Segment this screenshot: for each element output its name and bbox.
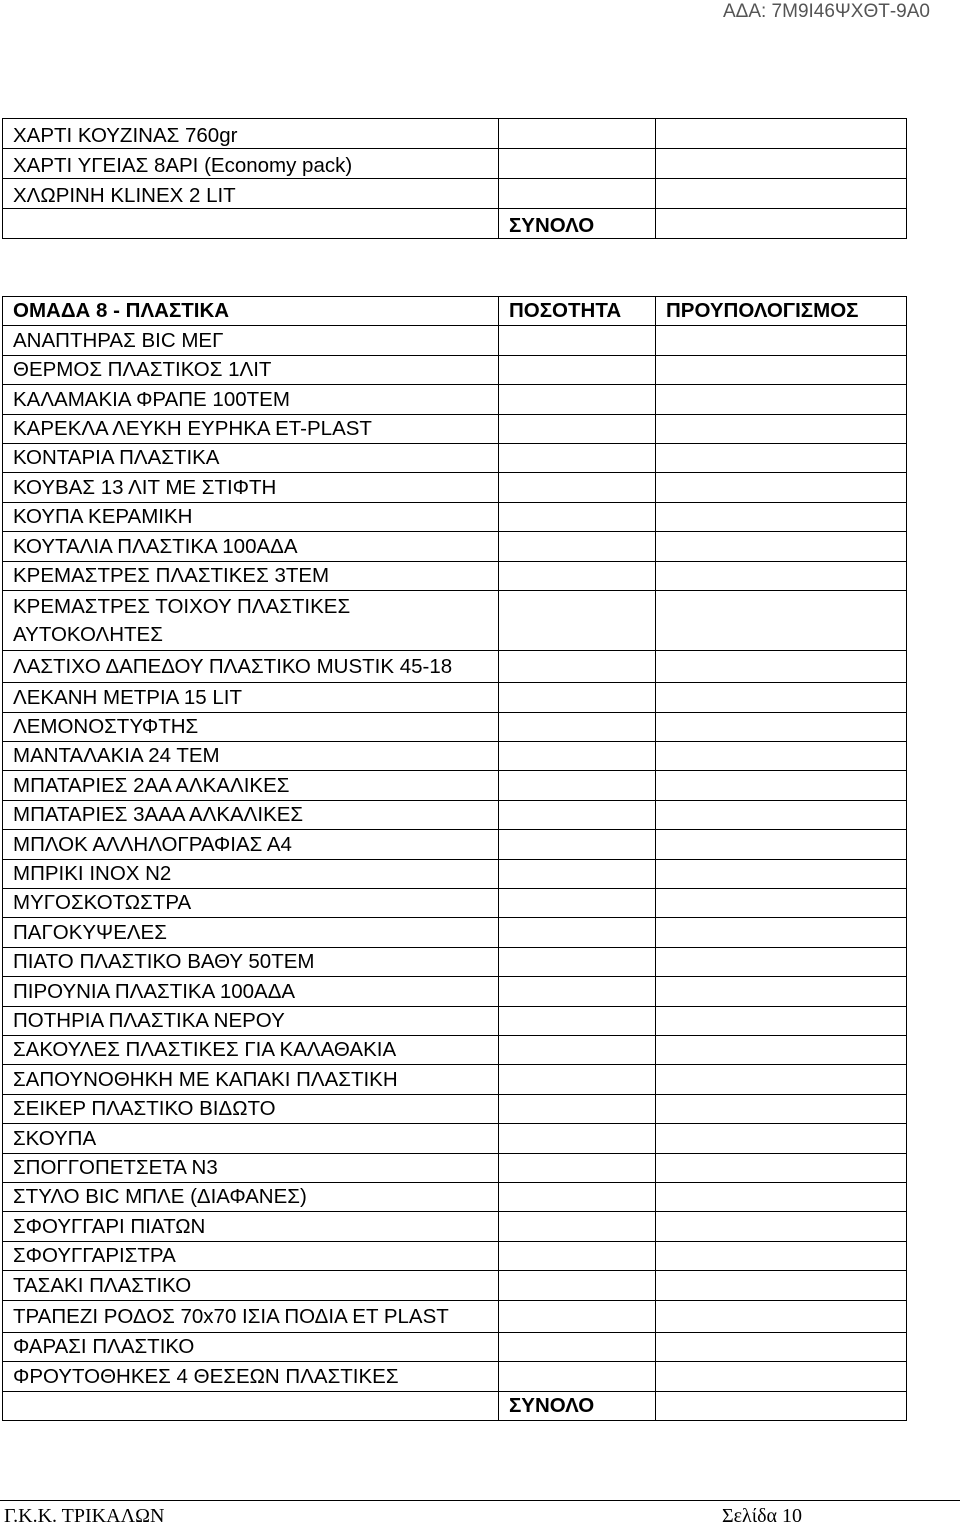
quantity-cell	[499, 1153, 656, 1182]
quantity-cell	[499, 800, 656, 829]
quantity-cell	[499, 771, 656, 800]
table-row	[3, 355, 907, 384]
budget-cell	[656, 590, 907, 650]
item-name: ΣΦΟΥΓΓΑΡΙΣΤΡΑ	[3, 1241, 499, 1270]
table-row	[3, 918, 907, 947]
quantity-cell	[499, 859, 656, 888]
budget-cell	[656, 1182, 907, 1211]
table-row	[3, 889, 907, 918]
quantity-cell	[499, 443, 656, 472]
budget-cell	[656, 532, 907, 561]
table-row	[3, 1124, 907, 1153]
item-name: ΧΑΡΤΙ ΚΟΥΖΙΝΑΣ 760gr	[3, 119, 499, 149]
quantity-cell	[499, 502, 656, 531]
quantity-cell	[499, 119, 656, 149]
quantity-cell	[499, 830, 656, 859]
budget-cell	[656, 1065, 907, 1094]
budget-cell	[656, 443, 907, 472]
total-label: ΣΥΝΟΛΟ	[499, 209, 656, 239]
budget-cell	[656, 650, 907, 682]
quantity-cell	[499, 473, 656, 502]
table-row	[3, 385, 907, 414]
table-row	[3, 443, 907, 472]
quantity-cell	[499, 590, 656, 650]
budget-cell	[656, 561, 907, 590]
budget-cell	[656, 1362, 907, 1391]
budget-cell	[656, 918, 907, 947]
table-row	[3, 712, 907, 741]
item-name: ΣΕΙΚΕΡ ΠΛΑΣΤΙΚΟ ΒΙΔΩΤΟ	[3, 1094, 499, 1123]
item-name: ΛΑΣΤΙΧΟ ΔΑΠΕΔΟΥ ΠΛΑΣΤΙΚΟ MUSTIK 45-18	[3, 650, 499, 682]
quantity-cell	[499, 1124, 656, 1153]
table-row	[3, 532, 907, 561]
footer-organization: Γ.Κ.Κ. ΤΡΙΚΑΛΩΝ	[4, 1505, 165, 1527]
table-row	[3, 1212, 907, 1241]
footer-page-number: Σελίδα 10	[722, 1505, 803, 1527]
table-row	[3, 771, 907, 800]
quantity-cell	[499, 1006, 656, 1035]
item-name: ΣΚΟΥΠΑ	[3, 1124, 499, 1153]
quantity-cell	[499, 947, 656, 976]
item-name: ΚΟΥΠΑ ΚΕΡΑΜΙΚΗ	[3, 502, 499, 531]
table-row	[3, 326, 907, 355]
table-row	[3, 590, 907, 650]
quantity-cell	[499, 326, 656, 355]
budget-cell	[656, 1153, 907, 1182]
table-row	[3, 1300, 907, 1332]
item-name: ΠΑΓΟΚΥΨΕΛΕΣ	[3, 918, 499, 947]
total-empty-cell	[3, 1391, 499, 1420]
table-row	[3, 650, 907, 682]
budget-cell	[656, 889, 907, 918]
table-row	[3, 1006, 907, 1035]
item-name: ΚΑΡΕΚΛΑ ΛΕΥΚΗ ΕΥΡΗΚΑ ET-PLAST	[3, 414, 499, 443]
total-empty-cell	[3, 209, 499, 239]
table-row	[3, 561, 907, 590]
budget-cell	[656, 947, 907, 976]
item-name: ΚΑΛΑΜΑΚΙΑ ΦΡΑΠΕ 100ΤΕΜ	[3, 385, 499, 414]
item-name: ΜΑΝΤΑΛΑΚΙΑ 24 ΤΕΜ	[3, 742, 499, 771]
budget-cell	[656, 1212, 907, 1241]
item-name: ΜΠΛΟΚ ΑΛΛΗΛΟΓΡΑΦΙΑΣ Α4	[3, 830, 499, 859]
items-table-group-8	[2, 296, 907, 1421]
budget-cell	[656, 355, 907, 384]
quantity-cell	[499, 561, 656, 590]
item-name: ΘΕΡΜΟΣ ΠΛΑΣΤΙΚΟΣ 1ΛΙΤ	[3, 355, 499, 384]
item-name: ΠΟΤΗΡΙΑ ΠΛΑΣΤΙΚΑ ΝΕΡΟΥ	[3, 1006, 499, 1035]
table-row	[3, 947, 907, 976]
item-name: ΦΑΡΑΣΙ ΠΛΑΣΤΙΚΟ	[3, 1332, 499, 1361]
budget-cell	[656, 712, 907, 741]
item-name: ΚΟΝΤΑΡΙΑ ΠΛΑΣΤΙΚΑ	[3, 443, 499, 472]
budget-cell	[656, 742, 907, 771]
table-row	[3, 473, 907, 502]
item-name: ΣΤΥΛΟ BIC ΜΠΛΕ (ΔΙΑΦΑΝΕΣ)	[3, 1182, 499, 1211]
page-footer	[0, 1500, 960, 1527]
item-name: ΤΡΑΠΕΖΙ ΡΟΔΟΣ 70x70 ΙΣΙΑ ΠΟΔΙΑ ET PLAST	[3, 1300, 499, 1332]
budget-cell	[656, 385, 907, 414]
item-name: ΜΠΑΤΑΡΙΕΣ 3ΑΑΑ ΑΛΚΑΛΙΚΕΣ	[3, 800, 499, 829]
item-name: ΣΑΠΟΥΝΟΘΗΚΗ ΜΕ ΚΑΠΑΚΙ ΠΛΑΣΤΙΚΗ	[3, 1065, 499, 1094]
item-name: ΜΠΑΤΑΡΙΕΣ 2ΑΑ ΑΛΚΑΛΙΚΕΣ	[3, 771, 499, 800]
items-table-previous-group	[2, 118, 907, 239]
budget-cell	[656, 1094, 907, 1123]
budget-cell	[656, 830, 907, 859]
quantity-cell	[499, 385, 656, 414]
table-row	[3, 859, 907, 888]
group-title: ΟΜΑΔΑ 8 - ΠΛΑΣΤΙΚΑ	[3, 297, 499, 326]
total-label: ΣΥΝΟΛΟ	[499, 1391, 656, 1420]
total-value-cell	[656, 209, 907, 239]
budget-cell	[656, 119, 907, 149]
quantity-cell	[499, 532, 656, 561]
item-name: ΛΕΚΑΝΗ ΜΕΤΡΙΑ 15 LIT	[3, 683, 499, 712]
table-row	[3, 1153, 907, 1182]
budget-cell	[656, 800, 907, 829]
item-name: ΤΑΣΑΚΙ ΠΛΑΣΤΙΚΟ	[3, 1271, 499, 1300]
table-row	[3, 683, 907, 712]
quantity-cell	[499, 918, 656, 947]
quantity-cell	[499, 1271, 656, 1300]
item-name: ΧΛΩΡΙΝΗ KLINEX 2 LIT	[3, 179, 499, 209]
budget-cell	[656, 1124, 907, 1153]
table-row	[3, 1271, 907, 1300]
budget-cell	[656, 1035, 907, 1064]
quantity-cell	[499, 355, 656, 384]
quantity-cell	[499, 1094, 656, 1123]
item-name: ΑΝΑΠΤΗΡΑΣ BIC ΜΕΓ	[3, 326, 499, 355]
budget-cell	[656, 1006, 907, 1035]
table-row	[3, 149, 907, 179]
quantity-cell	[499, 1332, 656, 1361]
item-name: ΣΦΟΥΓΓΑΡΙ ΠΙΑΤΩΝ	[3, 1212, 499, 1241]
quantity-cell	[499, 414, 656, 443]
item-name: ΜΠΡΙΚΙ ΙΝΟΧ Ν2	[3, 859, 499, 888]
budget-cell	[656, 473, 907, 502]
quantity-cell	[499, 977, 656, 1006]
budget-cell	[656, 326, 907, 355]
budget-cell	[656, 149, 907, 179]
item-name: ΣΑΚΟΥΛΕΣ ΠΛΑΣΤΙΚΕΣ ΓΙΑ ΚΑΛΑΘΑΚΙΑ	[3, 1035, 499, 1064]
table-row	[3, 414, 907, 443]
total-value-cell	[656, 1391, 907, 1420]
budget-cell	[656, 683, 907, 712]
budget-cell	[656, 1332, 907, 1361]
quantity-cell	[499, 1182, 656, 1211]
item-name: ΣΠΟΓΓΟΠΕΤΣΕΤΑ Ν3	[3, 1153, 499, 1182]
table-row	[3, 1065, 907, 1094]
item-name: ΦΡΟΥΤΟΘΗΚΕΣ 4 ΘΕΣΕΩΝ ΠΛΑΣΤΙΚΕΣ	[3, 1362, 499, 1391]
total-row	[3, 209, 907, 239]
budget-cell	[656, 977, 907, 1006]
budget-cell	[656, 502, 907, 531]
item-name: ΚΟΥΒΑΣ 13 ΛΙΤ ΜΕ ΣΤΙΦΤΗ	[3, 473, 499, 502]
table-row	[3, 1094, 907, 1123]
item-name: ΠΙΑΤΟ ΠΛΑΣΤΙΚΟ ΒΑΘΥ 50ΤΕΜ	[3, 947, 499, 976]
quantity-cell	[499, 1300, 656, 1332]
budget-cell	[656, 771, 907, 800]
item-name: ΚΟΥΤΑΛΙΑ ΠΛΑΣΤΙΚΑ 100ΑΔΑ	[3, 532, 499, 561]
table-row	[3, 1241, 907, 1270]
budget-cell	[656, 859, 907, 888]
table-row	[3, 830, 907, 859]
table-row	[3, 179, 907, 209]
budget-cell	[656, 179, 907, 209]
budget-cell	[656, 1241, 907, 1270]
table-row	[3, 977, 907, 1006]
quantity-cell	[499, 742, 656, 771]
item-name: ΧΑΡΤΙ ΥΓΕΙΑΣ 8ΑΡΙ (Economy pack)	[3, 149, 499, 179]
quantity-cell	[499, 149, 656, 179]
table-row	[3, 119, 907, 149]
quantity-cell	[499, 1241, 656, 1270]
item-name: ΜΥΓΟΣΚΟΤΩΣΤΡΑ	[3, 889, 499, 918]
item-name: ΚΡΕΜΑΣΤΡΕΣ ΠΛΑΣΤΙΚΕΣ 3ΤΕΜ	[3, 561, 499, 590]
budget-cell	[656, 1300, 907, 1332]
table-row	[3, 1362, 907, 1391]
table-header-row	[3, 297, 907, 326]
item-name: ΠΙΡΟΥΝΙΑ ΠΛΑΣΤΙΚΑ 100ΑΔΑ	[3, 977, 499, 1006]
quantity-cell	[499, 1362, 656, 1391]
item-name: ΚΡΕΜΑΣΤΡΕΣ ΤΟΙΧΟΥ ΠΛΑΣΤΙΚΕΣ ΑΥΤΟΚΟΛΗΤΕΣ	[3, 590, 499, 650]
table-row	[3, 800, 907, 829]
quantity-cell	[499, 712, 656, 741]
column-header-budget: ΠΡΟΥΠΟΛΟΓΙΣΜΟΣ	[656, 297, 907, 326]
table-row	[3, 1332, 907, 1361]
quantity-cell	[499, 889, 656, 918]
table-row	[3, 1035, 907, 1064]
quantity-cell	[499, 1065, 656, 1094]
budget-cell	[656, 414, 907, 443]
table-row	[3, 502, 907, 531]
quantity-cell	[499, 179, 656, 209]
column-header-quantity: ΠΟΣΟΤΗΤΑ	[499, 297, 656, 326]
budget-cell	[656, 1271, 907, 1300]
quantity-cell	[499, 683, 656, 712]
table-row	[3, 1182, 907, 1211]
total-row	[3, 1391, 907, 1420]
ada-code: ΑΔΑ: 7Μ9Ι46ΨΧΘΤ-9Α0	[722, 1, 930, 22]
quantity-cell	[499, 1212, 656, 1241]
item-name: ΛΕΜΟΝΟΣΤΥΦΤΗΣ	[3, 712, 499, 741]
table-row	[3, 742, 907, 771]
quantity-cell	[499, 650, 656, 682]
quantity-cell	[499, 1035, 656, 1064]
